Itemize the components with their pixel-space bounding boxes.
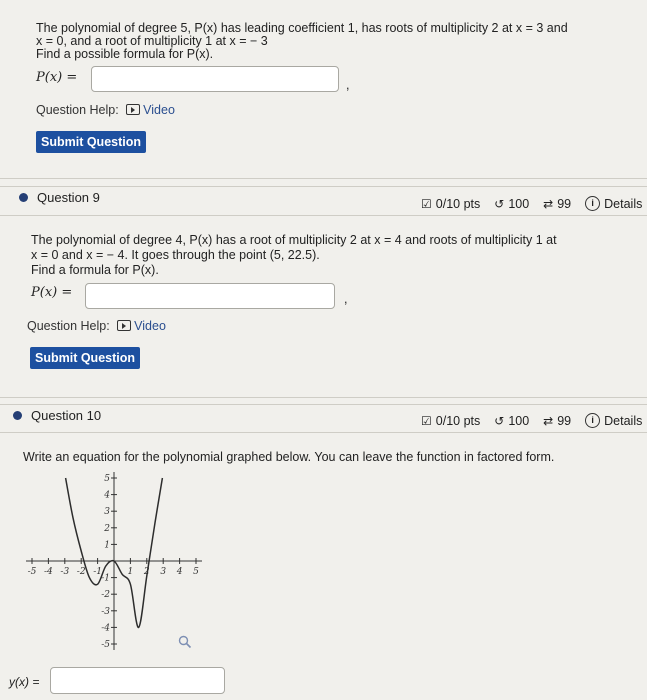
divider [0,215,647,216]
x-tick-label: -4 [44,567,53,577]
y-tick-label: 2 [104,523,110,534]
x-tick-label: 2 [143,567,150,577]
divider [0,186,647,187]
x-tick-label: 5 [193,567,199,577]
q9-submit-button[interactable]: Submit Question [30,347,140,369]
q10-answer-input[interactable] [50,667,225,694]
magnifier-icon[interactable] [178,635,192,649]
x-tick-label: 4 [176,567,183,577]
q8-submit-button[interactable]: Submit Question [36,131,146,153]
score-icon: ☑ [421,196,432,211]
x-tick-label: -1 [93,567,102,577]
q9-meta [421,196,642,211]
q10-attempts: 99 [557,413,572,428]
divider [0,404,647,405]
x-tick-label: -2 [76,567,86,577]
q10-points: 0/10 pts [435,413,481,428]
q10-answer-label: y(x) = [9,675,40,689]
info-icon: i [585,413,600,428]
q8-comma: , [346,78,350,92]
y-tick-label: -3 [101,606,110,617]
q9-answer-input[interactable] [85,283,335,309]
q9-comma: , [344,292,348,306]
info-icon: i [585,196,600,211]
q9-attempts: 99 [557,196,572,211]
q9-question-help [27,319,166,333]
q10-details-link[interactable]: Details [604,413,643,428]
q9-status-dot [19,193,28,202]
y-tick-label: 3 [104,507,110,518]
q8-video-link[interactable] [126,103,175,117]
q8-answer-label: P(x) = [36,70,78,85]
x-tick-label: -5 [27,567,37,577]
q10-retries: 100 [508,413,530,428]
q8-text-line2: x = 0, and a root of multiplicity 1 at x = − 3 [36,34,268,48]
x-tick-label: -3 [60,567,70,577]
q9-details-link[interactable]: Details [604,196,643,211]
q10-meta [421,413,642,428]
q8-answer-input[interactable] [91,66,339,92]
y-tick-label: 4 [104,490,110,501]
y-tick-label: -4 [101,623,110,634]
q8-video-label: Video [143,103,175,117]
y-tick-label: -5 [101,640,110,650]
polynomial-graph [24,470,204,652]
q8-question-help [36,103,175,117]
q9-answer-label: P(x) = [31,285,73,300]
q9-video-link[interactable] [117,319,166,333]
attempts-icon: ⇄ [543,196,554,211]
x-tick-label: 3 [160,567,167,577]
score-icon: ☑ [421,413,432,428]
y-tick-label: -2 [101,590,110,601]
q10-prompt: Write an equation for the polynomial graphed below. You can leave the function in factored form. [23,450,555,464]
q9-help-label: Question Help: [27,319,110,333]
q9-text-line1: The polynomial of degree 4, P(x) has a root of multiplicity 2 at x = 4 and roots of multiplicity 1 at [31,233,557,247]
q8-text-line1: The polynomial of degree 5, P(x) has leading coefficient 1, has roots of multiplicity 2 at x = 3 and [36,21,568,35]
q9-title[interactable]: Question 9 [37,190,100,205]
q8-help-label: Question Help: [36,103,119,117]
y-tick-label: 5 [104,474,110,484]
q10-title[interactable]: Question 10 [31,408,102,423]
q10-status-dot [13,411,22,420]
divider [0,432,647,433]
x-tick-label: 1 [127,567,134,577]
q9-text-line2: x = 0 and x = − 4. It goes through the point (5, 22.5). [31,248,320,262]
retry-icon: ↺ [494,413,505,428]
q9-retries: 100 [508,196,530,211]
attempts-icon: ⇄ [543,413,554,428]
q9-points: 0/10 pts [435,196,481,211]
q8-text-line3: Find a possible formula for P(x). [36,47,214,61]
y-tick-label: -1 [101,573,110,584]
retry-icon: ↺ [494,196,505,211]
q9-video-label: Video [134,319,166,333]
video-icon [126,104,140,115]
video-icon [117,320,131,331]
divider [0,178,647,179]
divider [0,397,647,398]
q9-text-line3: Find a formula for P(x). [31,263,159,277]
y-tick-label: 1 [104,540,110,551]
